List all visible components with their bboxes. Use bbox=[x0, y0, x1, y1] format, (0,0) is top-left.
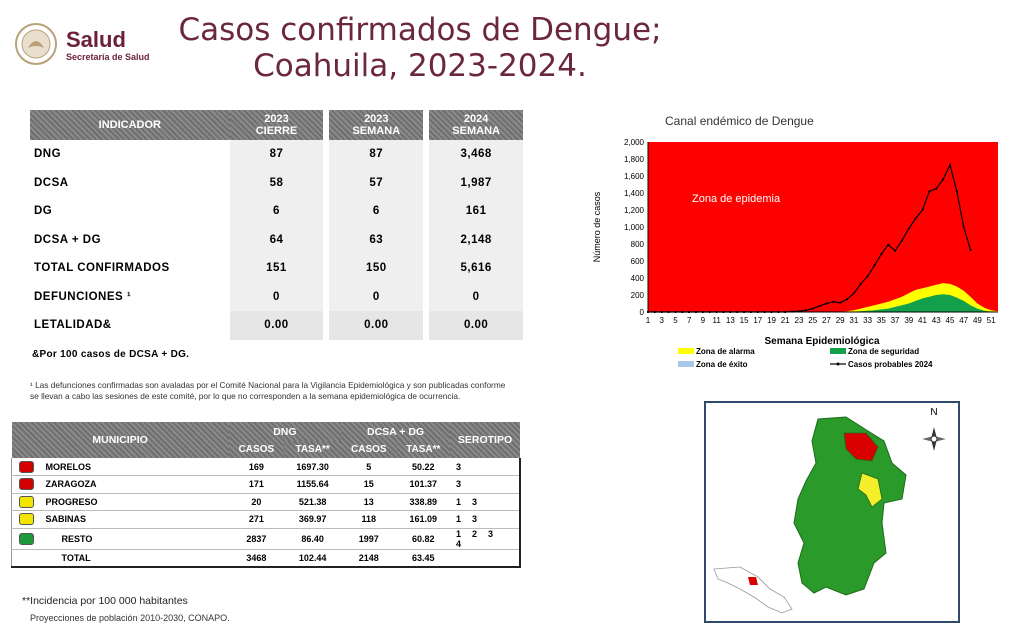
status-square-icon bbox=[19, 478, 34, 490]
x-tick-label: 25 bbox=[808, 316, 818, 325]
casos-probables-point bbox=[647, 311, 649, 313]
indicator-label: DG bbox=[34, 205, 53, 218]
status-color bbox=[12, 528, 42, 549]
value-2023-semana: 0.00 bbox=[329, 311, 423, 340]
legend-label: Zona de alarma bbox=[696, 347, 755, 356]
value-2023-semana: 6 bbox=[329, 197, 423, 226]
value-2024-semana: 0 bbox=[429, 283, 523, 312]
status-square-icon bbox=[19, 533, 34, 545]
casos-probables-point bbox=[702, 311, 704, 313]
letalidad-note: &Por 100 casos de DCSA + DG. bbox=[32, 349, 190, 360]
casos-probables-point bbox=[832, 301, 834, 303]
brand-name: Salud bbox=[66, 27, 126, 52]
serotipo bbox=[450, 511, 520, 529]
header-dcsa-casos: CASOS bbox=[341, 441, 396, 458]
y-tick-label: 1,200 bbox=[623, 206, 644, 215]
serotipo-value: 1 bbox=[456, 514, 462, 525]
municipio-name: PROGRESO bbox=[42, 493, 229, 511]
casos-probables-point bbox=[770, 311, 772, 313]
title-line-2: Coahuila, 2023-2024. bbox=[253, 48, 587, 84]
serotipo-value: 1 bbox=[456, 496, 462, 507]
table-row bbox=[30, 283, 523, 312]
value-2023-cierre: 151 bbox=[230, 254, 324, 283]
table-row bbox=[12, 511, 521, 529]
x-tick-label: 49 bbox=[972, 316, 982, 325]
casos-probables-point bbox=[935, 188, 937, 190]
dcsa-casos: 15 bbox=[341, 476, 396, 494]
x-tick-label: 27 bbox=[821, 316, 831, 325]
casos-probables-point bbox=[969, 249, 971, 251]
x-tick-label: 19 bbox=[767, 316, 776, 325]
value-2024-semana: 0.00 bbox=[429, 311, 523, 340]
casos-probables-point bbox=[791, 310, 793, 312]
casos-probables-point bbox=[860, 283, 862, 285]
casos-probables-point bbox=[853, 292, 855, 294]
x-tick-label: 1 bbox=[645, 316, 651, 325]
compass-icon bbox=[922, 427, 946, 451]
dng-tasa: 102.44 bbox=[284, 549, 341, 567]
casos-probables-point bbox=[921, 209, 923, 211]
casos-probables-point bbox=[777, 311, 779, 313]
y-tick-label: 200 bbox=[630, 291, 644, 300]
indicator-label: LETALIDAD& bbox=[34, 319, 112, 332]
status-color bbox=[12, 458, 42, 476]
serotipo-value: 1 bbox=[456, 528, 462, 539]
x-tick-label: 5 bbox=[673, 316, 678, 325]
y-tick-label: 1,800 bbox=[623, 155, 644, 164]
value-2023-cierre: 87 bbox=[230, 140, 324, 169]
x-tick-label: 51 bbox=[986, 316, 996, 325]
casos-probables-point bbox=[839, 302, 841, 304]
legend-label: Casos probables 2024 bbox=[848, 360, 933, 369]
x-tick-label: 31 bbox=[849, 316, 859, 325]
casos-probables-point bbox=[716, 311, 718, 313]
value-2023-semana: 150 bbox=[329, 254, 423, 283]
casos-probables-point bbox=[709, 311, 711, 313]
serotipo-value: 3 bbox=[456, 461, 462, 472]
municipio-name: SABINAS bbox=[42, 511, 229, 529]
casos-probables-point bbox=[963, 226, 965, 228]
serotipo-value: 3 bbox=[472, 496, 478, 507]
value-2024-semana: 161 bbox=[429, 197, 523, 226]
header-dng: DNG bbox=[229, 422, 341, 441]
casos-probables-point bbox=[736, 311, 738, 313]
brand-subtitle: Secretaría de Salud bbox=[66, 52, 150, 62]
mexico-inset-map bbox=[714, 567, 792, 613]
legend-swatch bbox=[678, 348, 694, 354]
serotipo-value: 3 bbox=[488, 528, 494, 539]
y-tick-label: 1,400 bbox=[623, 189, 644, 198]
casos-probables-point bbox=[654, 311, 656, 313]
serotipo-value: 4 bbox=[456, 538, 462, 549]
x-tick-label: 39 bbox=[904, 316, 914, 325]
x-tick-label: 11 bbox=[712, 316, 721, 325]
x-tick-label: 15 bbox=[739, 316, 749, 325]
dcsa-tasa: 338.89 bbox=[397, 493, 450, 511]
header-2024-semana: 2024 SEMANA bbox=[429, 110, 523, 140]
x-tick-label: 21 bbox=[780, 316, 790, 325]
x-tick-label: 33 bbox=[863, 316, 873, 325]
dng-casos: 171 bbox=[229, 476, 284, 494]
casos-probables-point bbox=[757, 311, 759, 313]
casos-probables-point bbox=[743, 311, 745, 313]
casos-probables-point bbox=[805, 309, 807, 311]
incidence-footnote: **Incidencia por 100 000 habitantes bbox=[22, 595, 188, 607]
dng-tasa: 521.38 bbox=[284, 493, 341, 511]
serotipo bbox=[450, 476, 520, 494]
coahuila-map bbox=[704, 401, 960, 623]
casos-probables-point bbox=[894, 250, 896, 252]
casos-probables-point bbox=[908, 228, 910, 230]
table-row bbox=[30, 226, 523, 255]
casos-probables-point bbox=[812, 308, 814, 310]
municipio-name: RESTO bbox=[42, 528, 229, 549]
casos-probables-point bbox=[688, 311, 690, 313]
serotipo-value: 3 bbox=[456, 479, 462, 490]
x-tick-label: 7 bbox=[686, 316, 692, 325]
table-row bbox=[30, 254, 523, 283]
casos-probables-point bbox=[915, 217, 917, 219]
serotipo bbox=[450, 528, 520, 549]
eagle-seal-icon bbox=[14, 22, 58, 66]
casos-probables-point bbox=[722, 311, 724, 313]
casos-probables-point bbox=[846, 298, 848, 300]
chart-title: Canal endémico de Dengue bbox=[665, 114, 814, 128]
serotipo-value: 3 bbox=[472, 514, 478, 525]
table-row bbox=[30, 140, 523, 169]
y-tick-label: 400 bbox=[630, 274, 644, 283]
table-row bbox=[30, 197, 523, 226]
legend-label: Zona de seguridad bbox=[848, 347, 920, 356]
x-tick-label: 3 bbox=[659, 316, 664, 325]
x-tick-label: 41 bbox=[918, 316, 927, 325]
serotipo bbox=[450, 458, 520, 476]
dng-casos: 20 bbox=[229, 493, 284, 511]
header-dcsa-dg: DCSA + DG bbox=[341, 422, 450, 441]
table-row bbox=[30, 311, 523, 340]
endemic-channel-chart bbox=[590, 110, 1005, 380]
y-tick-label: 0 bbox=[639, 308, 644, 317]
table-row bbox=[30, 169, 523, 198]
y-tick-label: 2,000 bbox=[623, 138, 644, 147]
header-dng-casos: CASOS bbox=[229, 441, 284, 458]
dng-casos: 2837 bbox=[229, 528, 284, 549]
value-2023-cierre: 0.00 bbox=[230, 311, 324, 340]
casos-probables-point bbox=[661, 311, 663, 313]
legend-label: Zona de éxito bbox=[696, 360, 748, 369]
epidemic-zone-label: Zona de epidemia bbox=[692, 193, 781, 205]
legend-swatch bbox=[830, 348, 846, 354]
indicator-label: DEFUNCIONES ¹ bbox=[34, 290, 132, 303]
dng-tasa: 86.40 bbox=[284, 528, 341, 549]
x-tick-label: 45 bbox=[945, 316, 955, 325]
status-square-icon bbox=[19, 461, 34, 473]
casos-probables-point bbox=[873, 264, 875, 266]
value-2023-cierre: 64 bbox=[230, 226, 324, 255]
casos-probables-point bbox=[681, 311, 683, 313]
indicator-label: TOTAL CONFIRMADOS bbox=[34, 262, 170, 275]
dcsa-casos: 118 bbox=[341, 511, 396, 529]
y-axis-label: Número de casos bbox=[592, 191, 602, 263]
header-2023-semana: 2023 SEMANA bbox=[329, 110, 423, 140]
municipio-table bbox=[11, 422, 521, 568]
header-serotipo: SEROTIPO bbox=[450, 422, 520, 458]
table-row bbox=[12, 493, 521, 511]
dng-tasa: 369.97 bbox=[284, 511, 341, 529]
status-color bbox=[12, 511, 42, 529]
source-footnote: Proyecciones de población 2010-2030, CONAPO. bbox=[30, 613, 230, 623]
value-2023-semana: 0 bbox=[329, 283, 423, 312]
casos-probables-point bbox=[901, 240, 903, 242]
serotipo bbox=[450, 549, 520, 567]
casos-probables-point bbox=[784, 311, 786, 313]
y-tick-label: 800 bbox=[630, 240, 644, 249]
value-2023-cierre: 58 bbox=[230, 169, 324, 198]
value-2023-cierre: 0 bbox=[230, 283, 324, 312]
x-axis-label: Semana Epidemiológica bbox=[764, 336, 880, 347]
casos-probables-point bbox=[928, 190, 930, 192]
casos-probables-point bbox=[764, 311, 766, 313]
value-2024-semana: 3,468 bbox=[429, 140, 523, 169]
x-tick-label: 23 bbox=[794, 316, 804, 325]
header-municipio: MUNICIPIO bbox=[12, 422, 229, 458]
north-label: N bbox=[930, 407, 938, 418]
x-tick-label: 17 bbox=[753, 316, 763, 325]
value-2023-cierre: 6 bbox=[230, 197, 324, 226]
value-2023-semana: 63 bbox=[329, 226, 423, 255]
serotipo bbox=[450, 493, 520, 511]
header-indicador: INDICADOR bbox=[30, 110, 230, 140]
salud-logo bbox=[14, 22, 154, 66]
x-tick-label: 29 bbox=[835, 316, 845, 325]
casos-probables-point bbox=[674, 311, 676, 313]
page-title bbox=[140, 12, 700, 84]
header-2023-cierre: 2023 CIERRE bbox=[230, 110, 324, 140]
casos-probables-point bbox=[818, 305, 820, 307]
casos-probables-point bbox=[798, 310, 800, 312]
x-tick-label: 43 bbox=[931, 316, 941, 325]
dng-casos: 3468 bbox=[229, 549, 284, 567]
title-line-1: Casos confirmados de Dengue; bbox=[178, 12, 662, 48]
value-2024-semana: 2,148 bbox=[429, 226, 523, 255]
dcsa-tasa: 60.82 bbox=[397, 528, 450, 549]
casos-probables-point bbox=[867, 275, 869, 277]
municipio-name: TOTAL bbox=[42, 549, 229, 567]
y-tick-label: 600 bbox=[630, 257, 644, 266]
table-row bbox=[12, 458, 521, 476]
indicator-label: DNG bbox=[34, 148, 62, 161]
dng-casos: 169 bbox=[229, 458, 284, 476]
dng-tasa: 1697.30 bbox=[284, 458, 341, 476]
x-tick-label: 35 bbox=[876, 316, 886, 325]
casos-probables-point bbox=[750, 311, 752, 313]
value-2024-semana: 5,616 bbox=[429, 254, 523, 283]
dcsa-tasa: 101.37 bbox=[397, 476, 450, 494]
status-color bbox=[12, 549, 42, 567]
x-tick-label: 13 bbox=[725, 316, 735, 325]
value-2023-semana: 87 bbox=[329, 140, 423, 169]
dcsa-casos: 1997 bbox=[341, 528, 396, 549]
legend-swatch bbox=[678, 361, 694, 367]
legend-swatch-marker bbox=[837, 363, 840, 366]
table-row bbox=[12, 549, 521, 567]
header-dcsa-tasa: TASA** bbox=[397, 441, 450, 458]
y-tick-label: 1,000 bbox=[623, 223, 644, 232]
dng-casos: 271 bbox=[229, 511, 284, 529]
casos-probables-point bbox=[942, 178, 944, 180]
x-tick-label: 9 bbox=[700, 316, 706, 325]
municipio-name: MORELOS bbox=[42, 458, 229, 476]
dcsa-casos: 2148 bbox=[341, 549, 396, 567]
dcsa-tasa: 161.09 bbox=[397, 511, 450, 529]
municipio-name: ZARAGOZA bbox=[42, 476, 229, 494]
dcsa-casos: 5 bbox=[341, 458, 396, 476]
value-2024-semana: 1,987 bbox=[429, 169, 523, 198]
indicator-label: DCSA + DG bbox=[34, 233, 102, 246]
casos-probables-point bbox=[729, 311, 731, 313]
status-square-icon bbox=[19, 496, 34, 508]
table-row bbox=[12, 476, 521, 494]
indicator-label: DCSA bbox=[34, 176, 69, 189]
casos-probables-point bbox=[956, 190, 958, 192]
dcsa-tasa: 63.45 bbox=[397, 549, 450, 567]
value-2023-semana: 57 bbox=[329, 169, 423, 198]
casos-probables-point bbox=[887, 244, 889, 246]
dcsa-tasa: 50.22 bbox=[397, 458, 450, 476]
status-color bbox=[12, 476, 42, 494]
casos-probables-point bbox=[667, 311, 669, 313]
status-color bbox=[12, 493, 42, 511]
indicator-table bbox=[30, 110, 523, 340]
defunciones-note: ¹ Las defunciones confirmadas son avaladas por el Comité Nacional para la Vigilancia Epidemiológica y son publicadas conforme se llevan a cabo las sesiones de este comité, por lo que no corresponden a la semana epidemiológica de ocurrencia. bbox=[30, 380, 506, 401]
x-tick-label: 47 bbox=[959, 316, 969, 325]
x-tick-label: 37 bbox=[890, 316, 900, 325]
y-tick-label: 1,600 bbox=[623, 172, 644, 181]
serotipo-value: 2 bbox=[472, 528, 478, 539]
dcsa-casos: 13 bbox=[341, 493, 396, 511]
coahuila-map-graphic bbox=[706, 403, 958, 621]
header-dng-tasa: TASA** bbox=[284, 441, 341, 458]
casos-probables-point bbox=[695, 311, 697, 313]
casos-probables-point bbox=[949, 164, 951, 166]
status-square-icon bbox=[19, 513, 34, 525]
table-row bbox=[12, 528, 521, 549]
casos-probables-point bbox=[825, 302, 827, 304]
casos-probables-point bbox=[880, 253, 882, 255]
dng-tasa: 1155.64 bbox=[284, 476, 341, 494]
